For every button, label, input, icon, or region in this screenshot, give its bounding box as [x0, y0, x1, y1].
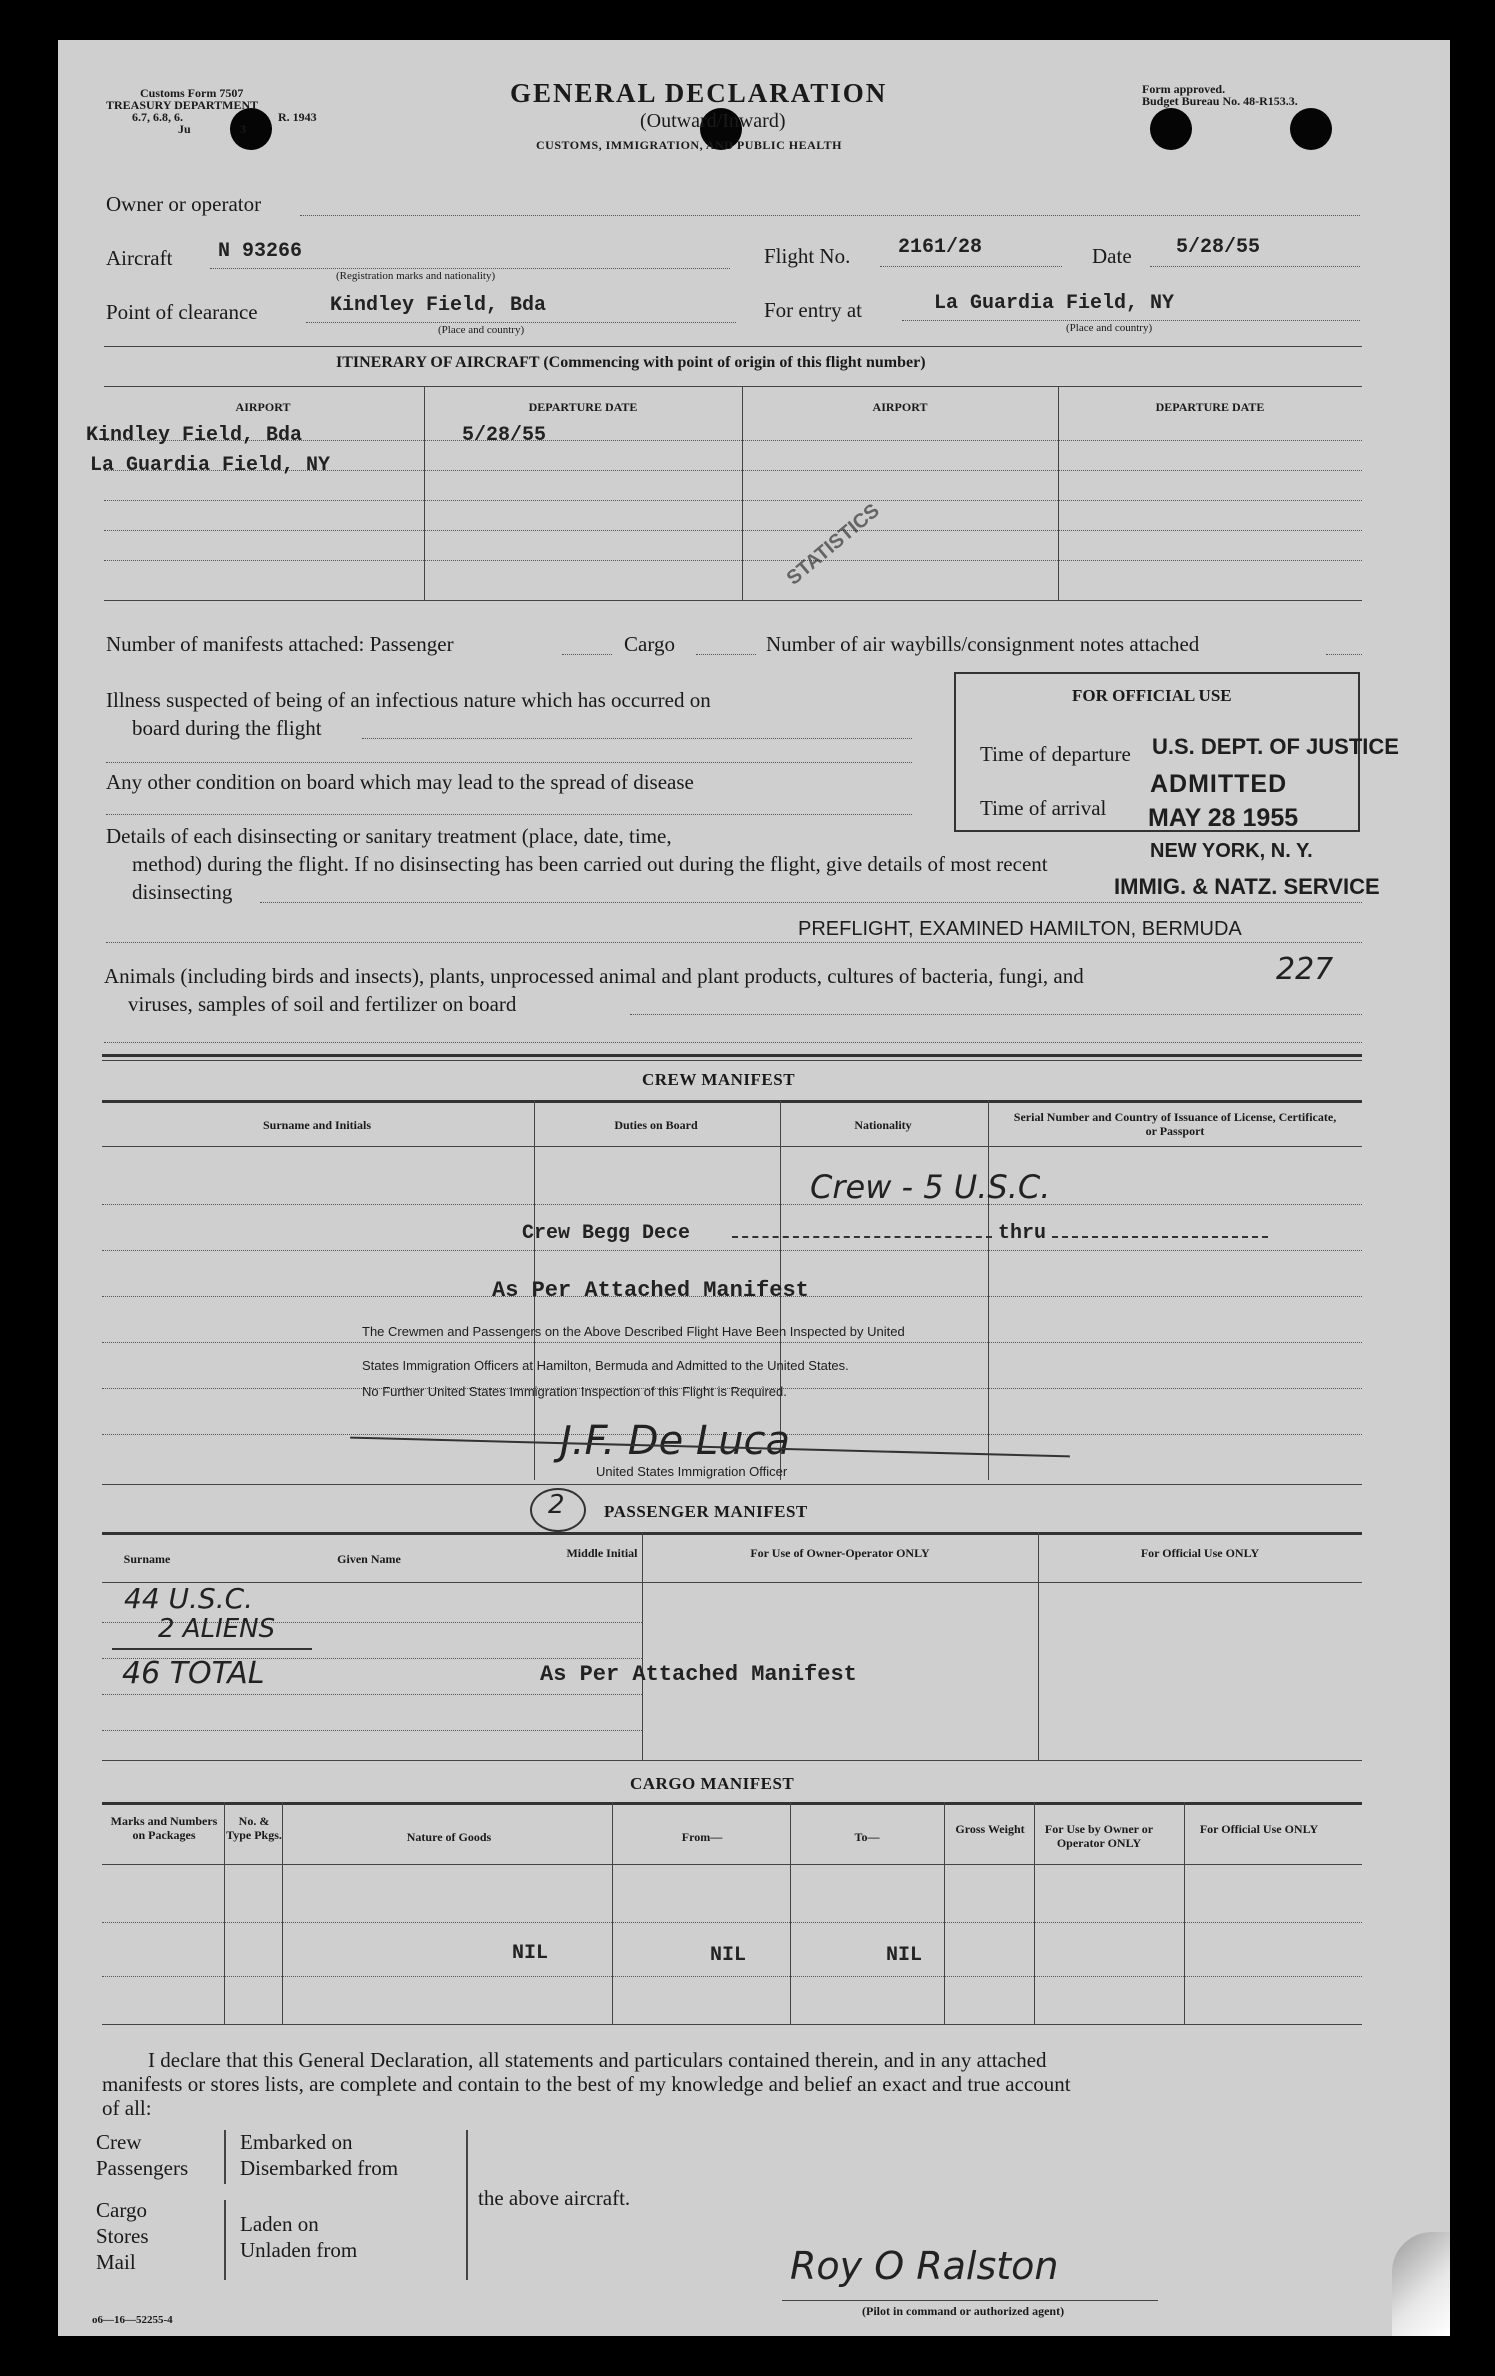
admitted-stamp-word: ADMITTED — [1150, 770, 1288, 798]
other-condition-line — [106, 814, 912, 815]
form-approved: Form approved. — [1142, 82, 1226, 96]
cargo-top-rule — [102, 1760, 1362, 1761]
flight-value: 2161/28 — [898, 236, 983, 259]
decl-disembarked: Disembarked from — [240, 2156, 399, 2180]
crew-range-dashes-2 — [1052, 1236, 1268, 1238]
regulations-date-end: 3 — [240, 122, 246, 136]
crew-head-bottom — [102, 1146, 1362, 1147]
officer-caption: United States Immigration Officer — [596, 1464, 788, 1479]
cargo-nil-from: NIL — [710, 1944, 747, 1967]
entry-value: La Guardia Field, NY — [934, 292, 1175, 315]
preflight-stamp: PREFLIGHT, EXAMINED HAMILTON, BERMUDA — [798, 918, 1242, 940]
passenger-row-line — [102, 1694, 642, 1695]
crew-typed-thru: thru — [998, 1222, 1047, 1245]
cargo-divider-7 — [1184, 1802, 1185, 2024]
date-line — [1150, 266, 1360, 267]
passenger-divider-1 — [642, 1532, 643, 1760]
admitted-stamp-city: NEW YORK, N. Y. — [1150, 840, 1313, 862]
decl-bracket-main — [466, 2130, 468, 2280]
crew-row-line — [102, 1342, 1362, 1343]
pilot-caption: (Pilot in command or authorized agent) — [862, 2304, 1065, 2318]
declaration-text-1: I declare that this General Declaration, all statements and particulars contained therein, and in any attached — [148, 2048, 1047, 2072]
passenger-divider-2 — [1038, 1532, 1039, 1760]
punch-hole-right2 — [1290, 108, 1332, 150]
inspection-stamp-3: No Further United States Immigration Inspection of this Flight is Required. — [362, 1384, 787, 1399]
cargo-col-pkgs: No. & Type Pkgs. — [226, 1814, 282, 1842]
cargo-col-weight: Gross Weight — [955, 1822, 1025, 1836]
inspection-stamp-1: The Crewmen and Passengers on the Above Described Flight Have Been Inspected by United — [362, 1324, 905, 1339]
crew-row-line — [102, 1250, 1362, 1251]
itinerary-heading: ITINERARY OF AIRCRAFT (Commencing with point of origin of this flight number) — [336, 354, 926, 371]
crew-top-rule — [102, 1054, 1362, 1057]
crew-row-line — [102, 1204, 1362, 1205]
regulations-year: R. 1943 — [278, 110, 317, 124]
punch-hole-right1 — [1150, 108, 1192, 150]
decl-laden: Laden on — [240, 2212, 319, 2236]
aircraft-value: N 93266 — [218, 240, 303, 263]
decl-unladen: Unladen from — [240, 2238, 358, 2262]
decl-crew: Crew — [96, 2130, 142, 2154]
admitted-stamp-service: IMMIG. & NATZ. SERVICE — [1114, 874, 1380, 899]
itinerary-head-line — [104, 386, 1362, 387]
crew-handwritten-count: Crew - 5 U.S.C. — [810, 1168, 1051, 1206]
time-arrival-label: Time of arrival — [980, 796, 1107, 820]
passenger-head-rule — [102, 1532, 1362, 1535]
passenger-head-bottom — [102, 1582, 1362, 1583]
itinerary-col-date-1: DEPARTURE DATE — [528, 400, 638, 414]
form-subtitle: (Outward/Inward) — [640, 110, 786, 132]
cargo-col-owner: For Use by Owner or Operator ONLY — [1044, 1822, 1154, 1850]
entry-caption: (Place and country) — [1066, 322, 1153, 334]
handwritten-number: 227 — [1276, 952, 1334, 987]
admitted-stamp-date: MAY 28 1955 — [1148, 804, 1299, 832]
passenger-handwritten-underline — [112, 1648, 312, 1650]
page-curl — [1392, 2232, 1450, 2336]
illness-label-2: board during the flight — [132, 716, 322, 740]
regulations: 6.7, 6.8, 6. — [132, 110, 183, 124]
clearance-label: Point of clearance — [106, 300, 258, 324]
entry-line — [902, 320, 1360, 321]
details-line — [260, 902, 1362, 903]
cargo-divider-3 — [612, 1802, 613, 2024]
cargo-nil-to: NIL — [886, 1944, 923, 1967]
aircraft-line — [210, 268, 730, 269]
itinerary-row1-date: 5/28/55 — [462, 424, 547, 447]
details-line-2 — [106, 942, 1362, 943]
cargo-divider-4 — [790, 1802, 791, 2024]
passenger-col-middle: Middle Initial — [566, 1546, 638, 1560]
crew-typed-range: Crew Begg Dece — [522, 1222, 691, 1245]
decl-bracket-2 — [224, 2200, 226, 2280]
animals-label-2: viruses, samples of soil and fertilizer on board — [128, 992, 517, 1016]
details-label-3: disinsecting — [132, 880, 233, 904]
waybills-line — [1326, 654, 1362, 655]
manifest-passenger-line — [562, 654, 612, 655]
crew-col-surname: Surname and Initials — [262, 1118, 372, 1132]
cargo-col-marks: Marks and Numbers on Packages — [110, 1814, 218, 1842]
owner-line — [300, 215, 1360, 216]
form-number: Customs Form 7507 — [140, 86, 244, 100]
itinerary-row-line — [104, 530, 1362, 531]
decl-bracket-1 — [224, 2130, 226, 2184]
decl-above-aircraft: the above aircraft. — [478, 2186, 631, 2210]
cargo-divider-2 — [282, 1802, 283, 2024]
cargo-bottom-rule — [102, 2024, 1362, 2025]
statistics-stamp: STATISTICS — [782, 499, 884, 590]
document-page — [58, 40, 1450, 2336]
punch-hole-left — [230, 108, 272, 150]
passenger-col-given: Given Name — [337, 1552, 401, 1566]
department: TREASURY DEPARTMENT — [106, 98, 259, 112]
crew-top-rule-2 — [102, 1060, 1362, 1061]
cargo-divider-5 — [944, 1802, 945, 2024]
pilot-signature-line — [782, 2300, 1158, 2301]
illness-line — [362, 738, 912, 739]
cargo-col-from: From— — [681, 1830, 723, 1844]
itinerary-row1-airport: Kindley Field, Bda — [86, 424, 303, 447]
decl-cargo: Cargo — [96, 2198, 147, 2222]
manifest-cargo-line — [696, 654, 756, 655]
itinerary-divider-1 — [424, 386, 425, 600]
passenger-handwritten-total: 46 TOTAL — [122, 1656, 265, 1691]
passenger-attached-manifest: As Per Attached Manifest — [540, 1662, 857, 1687]
animals-label-1: Animals (including birds and insects), plants, unprocessed animal and plant products, cultures of bacteria, fungi, and — [104, 964, 1084, 988]
itinerary-col-date-2: DEPARTURE DATE — [1155, 400, 1265, 414]
clearance-value: Kindley Field, Bda — [330, 294, 547, 317]
pilot-signature: Roy O Ralston — [790, 2244, 1059, 2288]
declaration-text-2: manifests or stores lists, are complete and contain to the best of my knowledge and belief an exact and true account — [102, 2072, 1071, 2096]
clearance-line — [306, 322, 736, 323]
crew-attached-manifest: As Per Attached Manifest — [492, 1278, 809, 1303]
flight-label: Flight No. — [764, 244, 851, 268]
officer-signature: J.F. De Luca — [560, 1418, 791, 1464]
details-label-2: method) during the flight. If no disinsecting has been carried out during the flight, give details of most recent — [132, 852, 1048, 876]
cargo-divider-1 — [224, 1802, 225, 2024]
crew-divider-3 — [988, 1100, 989, 1480]
cargo-col-goods: Nature of Goods — [406, 1830, 492, 1844]
agencies: CUSTOMS, IMMIGRATION, AND PUBLIC HEALTH — [536, 138, 842, 152]
aircraft-caption: (Registration marks and nationality) — [336, 270, 496, 282]
other-condition-label: Any other condition on board which may lead to the spread of disease — [106, 770, 694, 794]
official-use-title: FOR OFFICIAL USE — [1072, 686, 1232, 705]
crew-col-duties: Duties on Board — [614, 1118, 698, 1132]
itinerary-top-line — [104, 346, 1362, 347]
passenger-handwritten-2: 2 ALIENS — [158, 1614, 276, 1644]
itinerary-col-airport-2: AIRPORT — [872, 400, 928, 414]
decl-embarked: Embarked on — [240, 2130, 353, 2154]
passenger-row-line — [102, 1730, 642, 1731]
animals-line — [630, 1014, 1362, 1015]
itinerary-row2-airport: La Guardia Field, NY — [90, 454, 331, 477]
cargo-divider-6 — [1034, 1802, 1035, 2024]
animals-line-2 — [104, 1042, 1362, 1043]
date-label: Date — [1092, 244, 1132, 268]
passenger-heading: PASSENGER MANIFEST — [604, 1502, 808, 1521]
cargo-nil-goods: NIL — [512, 1942, 549, 1965]
cargo-head-rule — [102, 1802, 1362, 1805]
itinerary-row-line — [104, 560, 1362, 561]
details-label-1: Details of each disinsecting or sanitary treatment (place, date, time, — [106, 824, 672, 848]
crew-heading: CREW MANIFEST — [642, 1070, 796, 1089]
passenger-col-surname: Surname — [123, 1552, 171, 1566]
circled-number-text: 2 — [548, 1490, 565, 1520]
owner-label: Owner or operator — [106, 192, 262, 216]
crew-col-nationality: Nationality — [854, 1118, 912, 1132]
manifest-cargo-label: Cargo — [624, 632, 675, 656]
form-title: GENERAL DECLARATION — [510, 78, 888, 108]
illness-label-1: Illness suspected of being of an infectious nature which has occurred on — [106, 688, 711, 712]
itinerary-divider-2 — [742, 386, 743, 600]
passenger-col-official: For Official Use ONLY — [1140, 1546, 1260, 1560]
itinerary-divider-3 — [1058, 386, 1059, 600]
decl-mail: Mail — [96, 2250, 136, 2274]
itinerary-row-line — [104, 500, 1362, 501]
itinerary-bottom-line — [104, 600, 1362, 601]
inspection-stamp-2: States Immigration Officers at Hamilton, Bermuda and Admitted to the United States. — [362, 1358, 849, 1373]
print-code: o6—16—52255-4 — [92, 2314, 173, 2326]
crew-head-rule — [102, 1100, 1362, 1103]
waybills-label: Number of air waybills/consignment notes attached — [766, 632, 1200, 656]
declaration-text-3: of all: — [102, 2096, 152, 2120]
passenger-handwritten-1: 44 U.S.C. — [124, 1582, 254, 1615]
flight-line — [880, 266, 1062, 267]
crew-range-dashes — [732, 1236, 992, 1238]
budget-bureau: Budget Bureau No. 48-R153.3. — [1142, 94, 1298, 108]
cargo-row-line — [102, 1922, 1362, 1923]
cargo-col-official: For Official Use ONLY — [1199, 1822, 1319, 1836]
cargo-row-line — [102, 1976, 1362, 1977]
decl-stores: Stores — [96, 2224, 149, 2248]
aircraft-label: Aircraft — [106, 246, 173, 270]
passenger-col-owner: For Use of Owner-Operator ONLY — [750, 1546, 930, 1560]
cargo-heading: CARGO MANIFEST — [630, 1774, 795, 1793]
itinerary-col-airport-1: AIRPORT — [235, 400, 291, 414]
decl-passengers: Passengers — [96, 2156, 189, 2180]
crew-col-serial: Serial Number and Country of Issuance of License, Certificate, or Passport — [1013, 1110, 1337, 1138]
cargo-col-to: To— — [854, 1830, 880, 1844]
manifest-passenger-label: Number of manifests attached: Passenger — [106, 632, 454, 656]
clearance-caption: (Place and country) — [438, 324, 525, 336]
regulations-date: Ju — [178, 122, 191, 136]
admitted-stamp-dept: U.S. DEPT. OF JUSTICE — [1152, 734, 1399, 759]
entry-label: For entry at — [764, 298, 862, 322]
cargo-head-bottom — [102, 1864, 1362, 1865]
time-departure-label: Time of departure — [980, 742, 1131, 766]
illness-line-2 — [106, 762, 912, 763]
passenger-top-rule — [102, 1484, 1362, 1485]
date-value: 5/28/55 — [1176, 236, 1261, 259]
